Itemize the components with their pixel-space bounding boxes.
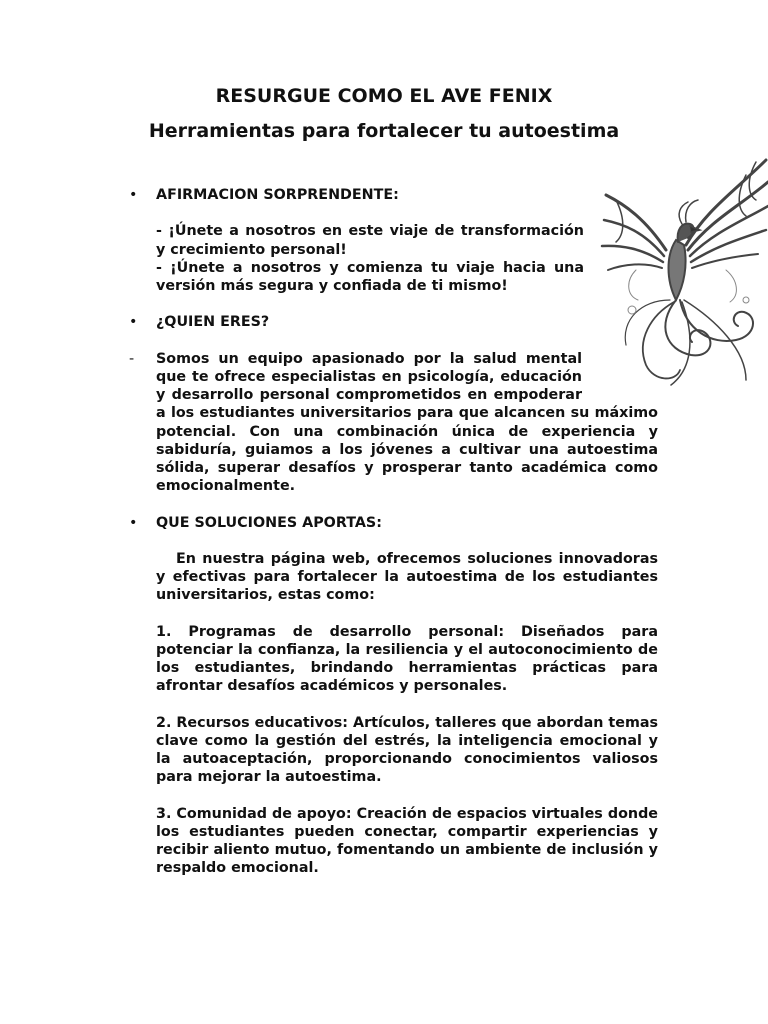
document-body [129,186,658,878]
section-heading: ¿QUIEN ERES? [156,314,270,331]
solution-item-3: 3. Comunidad de apoyo: Creación de espacios virtuales donde los estudiantes pueden conectar, compartir experiencias y recibir aliento mutuo, fomentando un ambiente de inclusión y respaldo emocional. [156,805,658,877]
section-quien-eres [129,313,658,331]
section-heading: QUE SOLUCIONES APORTAS: [156,514,382,531]
section-soluciones [129,514,658,532]
section-afirmacion [129,186,658,204]
affirmation-line-1: - ¡Únete a nosotros en este viaje de transformación y crecimiento personal! [156,223,584,258]
document-title: RESURGUE COMO EL AVE FENIX [215,85,553,107]
soluciones-intro: En nuestra página web, ofrecemos soluciones innovadoras y efectivas para fortalecer la autoestima de los estudiantes universitarios, estas como: [156,550,658,604]
bullet-marker: • [129,314,138,331]
quien-eres-item [129,350,658,496]
image-wrap-spacer [582,350,658,404]
bullet-marker: • [129,187,138,203]
quien-eres-paragraph: Somos un equipo apasionado por la salud mental que te ofrece especialistas en psicología, educación y desarrollo personal comprometidos en empoderar a los estudiantes universitarios para que alcancen su máximo potencial. Con una combinación única de experiencia y sabiduría, guiamos a los jóvenes a cultivar una autoestima sólida, superar desafíos y prosperar tanto académica como emocionalmente. [156,350,658,495]
document-subtitle: Herramientas para fortalecer tu autoestima [148,120,620,142]
solution-item-1: 1. Programas de desarrollo personal: Diseñados para potenciar la confianza, la resiliencia y el autoconocimiento de los estudiantes, brindando herramientas prácticas para afrontar desafíos académicos y personales. [156,623,658,695]
solution-item-2: 2. Recursos educativos: Artículos, talleres que abordan temas clave como la gestión del estrés, la inteligencia emocional y la autoaceptación, proporcionando conocimientos valiosos para mejorar la autoestima. [156,714,658,786]
affirmation-line-2: - ¡Únete a nosotros y comienza tu viaje hacia una versión más segura y confiada de ti mismo! [156,259,584,294]
section-heading: AFIRMACION SORPRENDENTE: [156,187,399,203]
dash-marker: - [129,350,135,367]
bullet-marker: • [129,514,138,531]
